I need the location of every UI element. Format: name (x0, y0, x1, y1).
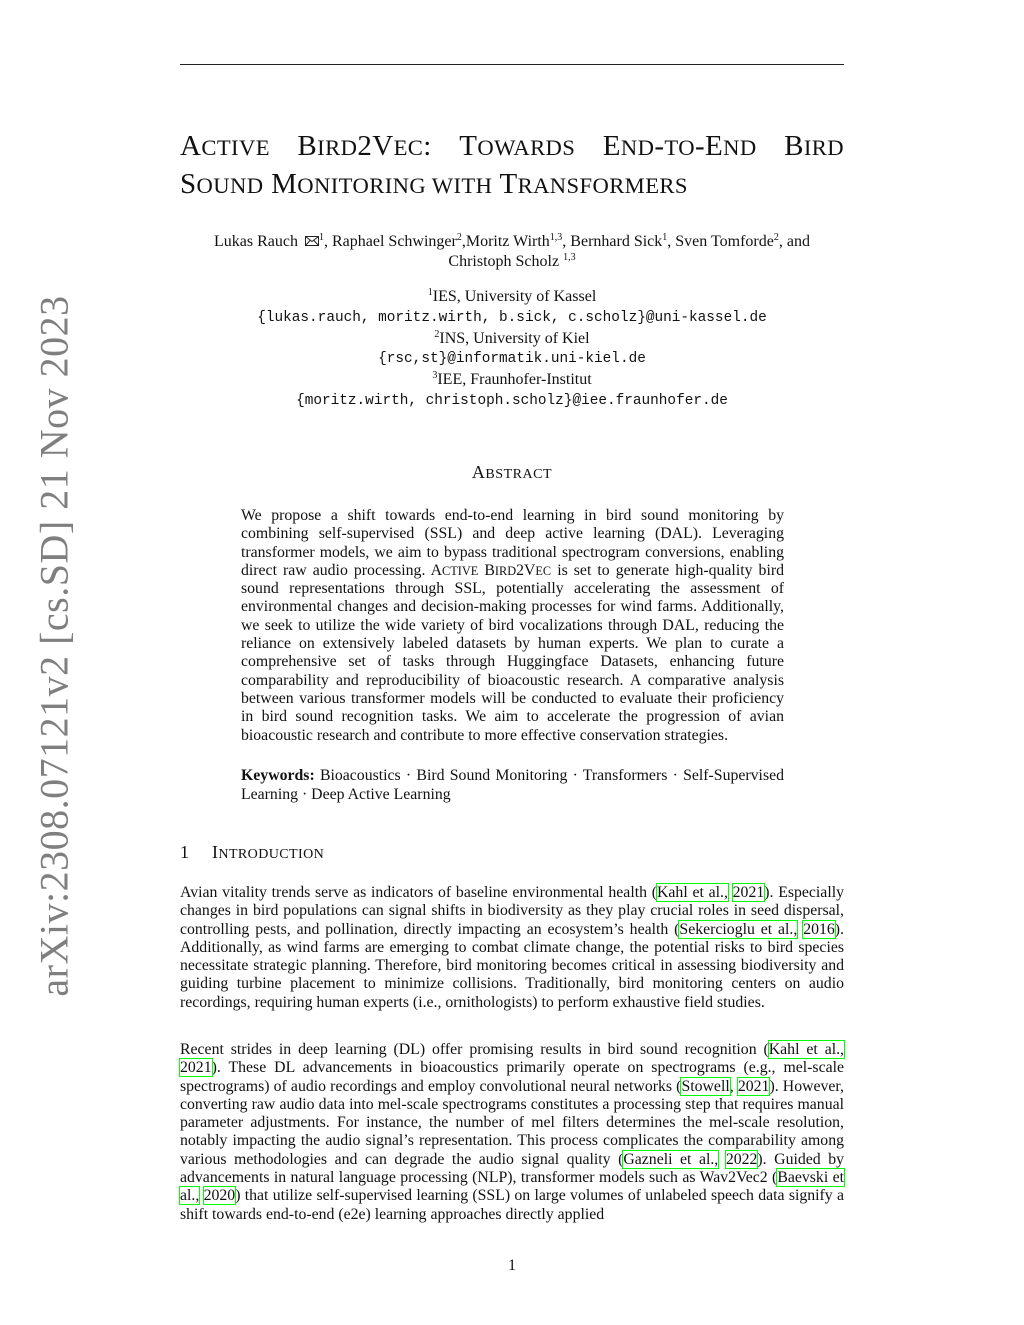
title-line-2: SOUND MONITORING WITH TRANSFORMERS (180, 168, 688, 200)
author-name: ,Moritz Wirth (461, 233, 550, 250)
title-word: END-TO-END (602, 130, 757, 162)
intro-paragraph-1: Avian vitality trends serve as indicators of baseline environmental health (Kahl et al., 2021). Especially changes in bird populations can signal shifts in biodiversity as they play crucial roles in seed dispersal, controlling pests, and pollination, directly impacting an ecosystem’s health (Sekercioglu et al., 2016). Additionally, as wind farms are emerging to combat climate change, the potential risks to bird species necessitate strategic planning. Therefore, bird monitoring becomes critical in assessing biodiversity and guiding turbine placement to minimize collisions. Traditionally, bird monitoring centers on audio recordings, requiring human experts (i.e., ornithologists) to perform exhaustive field studies. (180, 884, 844, 1011)
author-name: , Bernhard Sick (562, 233, 663, 250)
citation-link[interactable]: 2021 (732, 884, 765, 901)
citation-link[interactable]: 2020 (203, 1187, 236, 1205)
arxiv-identifier[interactable]: arXiv:2308.07121v2 [cs.SD] 21 Nov 2023 (31, 295, 77, 997)
author-name: , Sven Tomforde (667, 233, 774, 250)
intro-paragraph-2: Recent strides in deep learning (DL) offer promising results in bird sound recognition (Kahl et al., 2021). These DL advancements in bioacoustics primarily operate on spectrograms (e.g., mel-scale spectrograms) of audio recordings and employ convolutional neural networks (Stowell, 2021). However, converting raw audio data into mel-scale spectrograms constitutes a processing step that requires manual parameter adjustments. For instance, the number of mel filters determines the mel-scale resolution, notably impacting the audio signal’s representation. This process complicates the comparability among various methodologies and can degrade the audio signal quality (Gazneli et al., 2022). Guided by advancements in natural language processing (NLP), transformer models such as Wav2Vec2 (Baevski et al., 2020) that utilize self-supervised learning (SSL) on large volumes of unlabeled speech data signify a shift towards end-to-end (e2e) learning approaches directly applied (180, 1041, 845, 1223)
page-number: 1 (508, 1257, 516, 1274)
author-name: Lukas Rauch (214, 233, 298, 250)
method-name: ACTIVE BIRD2VEC (430, 561, 552, 579)
abstract-text: We propose a shift towards end-to-end learning in bird sound monitoring by combining self-supervised (SSL) and deep active learning (DAL). Leveraging transformer models, we aim to bypass traditional spectrogram conversions, enabling direct raw audio processing. ACTIVE BIRD2VEC is set to generate high-quality bird sound representations through SSL, potentially accelerating the assessment of environmental changes and decision-making processes for wind farms. Additionally, we seek to utilize the wide variety of bird vocalizations through DAL, reducing the reliance on extensively labeled datasets by human experts. We plan to curate a comprehensive set of tasks through Huggingface Datasets, enhancing future comparability and reproducibility of bioacoustic research. A comparative analysis between various transformer models will be conducted to evaluate their proficiency in bird sound recognition tasks. We aim to accelerate the progression of avian bioacoustic research and contribute to more effective conservation strategies. (241, 507, 784, 744)
title-word: TOWARDS (459, 130, 576, 162)
affiliation-name: $^2$INS, University of Kiel (434, 328, 590, 347)
affiliations (150, 287, 874, 412)
citation-link[interactable]: 2022 (725, 1150, 758, 1168)
citation-link[interactable]: Baevski et al., (180, 1169, 845, 1205)
abstract-heading: ABSTRACT (471, 462, 553, 482)
author-list: Lukas Rauch $^1$, Raphael Schwinger$^2$,Moritz Wirth$^{1,3}$, Bernhard Sick$^1$, Sven Tomforde$^2$, and Christoph Scholz $^{1,3}$ (214, 232, 810, 270)
citation-link[interactable]: Kahl et al., (768, 1041, 844, 1058)
citation-link[interactable]: 2016 (803, 920, 835, 938)
title-line-1 (180, 128, 844, 166)
citation-link[interactable]: Gazneli et al., (623, 1150, 719, 1168)
citation-link[interactable]: 2021 (180, 1059, 212, 1077)
citation-link[interactable]: Kahl et al., (657, 884, 728, 901)
affiliation-name: $^1$IES, University of Kassel (427, 287, 597, 305)
paper-title (180, 128, 844, 204)
affiliation-email: {lukas.rauch, moritz.wirth, b.sick, c.scholz}@uni-kassel.de (257, 309, 767, 326)
citation-link[interactable]: 2021 (737, 1077, 770, 1095)
author-name: Christoph Scholz (448, 253, 564, 270)
section-heading: 1 INTRODUCTION (180, 842, 325, 862)
affiliation-email: {moritz.wirth, christoph.scholz}@iee.fraunhofer.de (296, 392, 728, 409)
keywords: Keywords: Bioacoustics · Bird Sound Monitoring · Transformers · Self-Supervised Learning · Deep Active Learning (241, 767, 784, 803)
title-word: BIRD2VEC: (297, 130, 432, 162)
envelope-icon[interactable] (305, 236, 319, 246)
affiliation-email: {rsc,st}@informatik.uni-kiel.de (378, 351, 646, 368)
citation-link[interactable]: Stowell (681, 1077, 730, 1095)
title-word: BIRD (784, 130, 844, 162)
title-word: ACTIVE (180, 130, 270, 162)
author-name: , Raphael Schwinger (324, 233, 457, 250)
affiliation-name: $^3$IEE, Fraunhofer-Institut (432, 370, 592, 389)
top-rule (180, 64, 844, 65)
keywords-label: Keywords: (241, 767, 315, 784)
citation-link[interactable]: Sekercioglu et al., (679, 920, 798, 938)
